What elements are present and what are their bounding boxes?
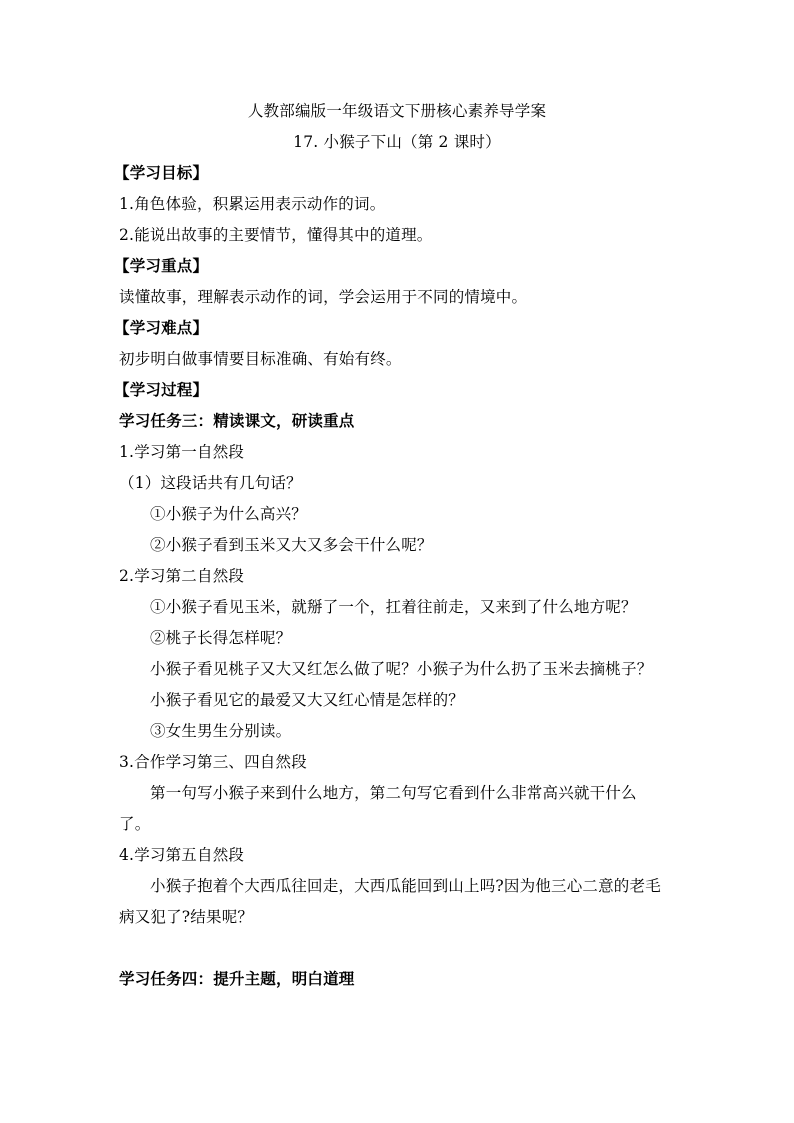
difficulties-heading: 【学习难点】 — [114, 318, 209, 337]
task4-heading: 学习任务四：提升主题，明白道理 — [119, 969, 355, 988]
paragraph4-text: 小猴子抱着个大西瓜往回走，大西瓜能回到山上吗?因为他三心二意的老毛 — [150, 877, 661, 895]
objective-item: 1.角色体验，积累运用表示动作的词。 — [119, 195, 386, 213]
process-heading: 【学习过程】 — [114, 380, 209, 399]
paragraph2-item: ③女生男生分别读。 — [150, 722, 292, 740]
paragraph4-heading: 4.学习第五自然段 — [119, 846, 245, 864]
task3-heading: 学习任务三：精读课文，研读重点 — [119, 411, 355, 430]
paragraph1-item: ①小猴子为什么高兴？ — [150, 505, 308, 523]
paragraph3-text-continued: 了。 — [119, 815, 151, 833]
paragraph2-heading: 2.学习第二自然段 — [119, 567, 245, 585]
difficulties-text: 初步明白做事情要目标准确、有始有终。 — [119, 350, 402, 368]
key-points-text: 读懂故事，理解表示动作的词，学会运用于不同的情境中。 — [119, 288, 528, 306]
objective-item: 2.能说出故事的主要情节，懂得其中的道理。 — [119, 226, 433, 244]
paragraph1-item: ②小猴子看到玉米又大又多会干什么呢？ — [150, 536, 433, 554]
paragraph2-item: ②桃子长得怎样呢？ — [150, 629, 292, 647]
paragraph2-item: 小猴子看见它的最爱又大又红心情是怎样的？ — [150, 691, 465, 709]
lesson-subtitle: 17. 小猴子下山（第 2 课时） — [293, 133, 501, 151]
document-title: 人教部编版一年级语文下册核心素养导学案 — [247, 102, 547, 120]
paragraph4-text-continued: 病又犯了?结果呢？ — [119, 908, 254, 926]
paragraph3-heading: 3.合作学习第三、四自然段 — [119, 753, 307, 771]
paragraph1-heading: 1.学习第一自然段 — [119, 443, 245, 461]
paragraph2-item: 小猴子看见桃子又大又红怎么做了呢？小猴子为什么扔了玉米去摘桃子？ — [150, 660, 653, 678]
paragraph2-item: ①小猴子看见玉米，就掰了一个，扛着往前走，又来到了什么地方呢？ — [150, 598, 637, 616]
objectives-heading: 【学习目标】 — [114, 163, 209, 182]
paragraph3-text: 第一句写小猴子来到什么地方，第二句写它看到什么非常高兴就干什么 — [150, 784, 637, 802]
paragraph1-question: （1）这段话共有几句话？ — [119, 474, 302, 492]
key-points-heading: 【学习重点】 — [114, 256, 209, 275]
